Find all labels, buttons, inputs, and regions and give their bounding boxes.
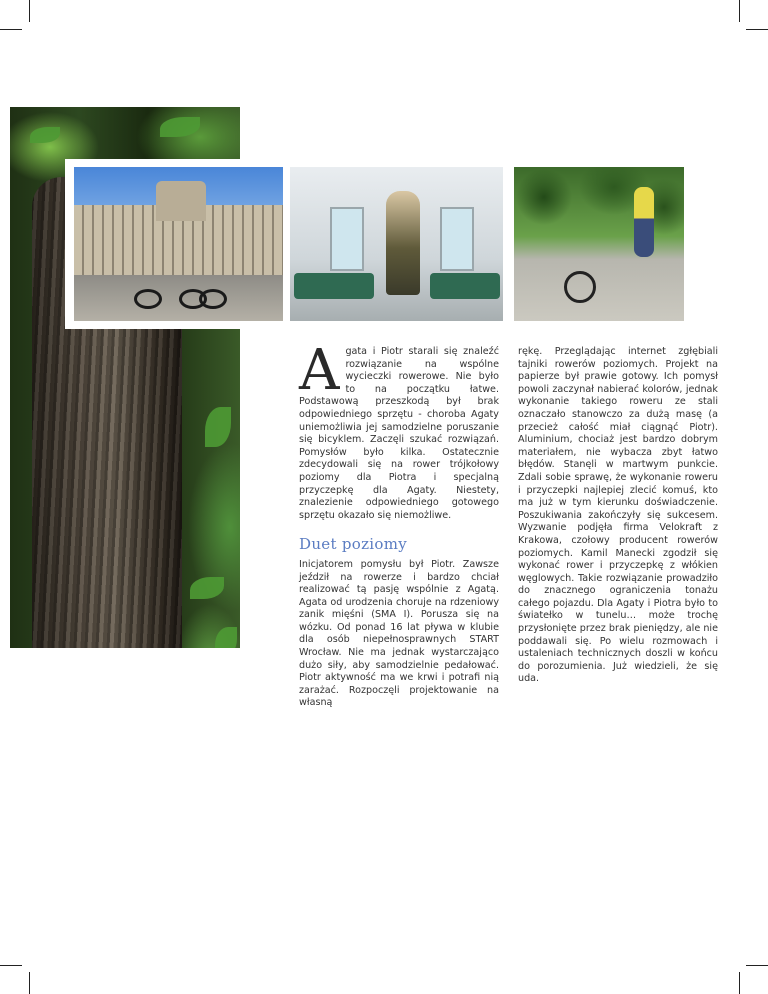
intro-text: gata i Piotr starali się znaleźć rozwiązanie na wspólne wycieczki rowerowe. Nie było to na początku łatwe. Podstawową przeszkodą był brak odpowiedniego sprzętu - choroba Agaty uniemożliwia jej samodzielne poruszanie się bicyklem. Zaczęli szukać rozwiązań. Pomysłów było kilka. Ostatecznie zdecydowali się na rower trójkołowy poziomy dla Piotra i specjalną przyczepkę dla Agaty. Niestety, znalezienie odpowiedniego gotowego sprzętu okazało się niemożliwe.: [299, 346, 499, 521]
leaf: [215, 627, 237, 648]
article-column-1: [299, 338, 499, 710]
section-heading: Duet poziomy: [299, 535, 408, 554]
photo-hall: [290, 167, 503, 321]
crop-mark: [0, 965, 22, 966]
crop-mark: [739, 0, 740, 22]
section-paragraph-1: Inicjatorem pomysłu był Piotr. Zawsze jeździł na rowerze i bardzo chciał realizować tą pasję wspólnie z Agatą. Agata od urodzenia choruje na rdzeniowy zanik mięśni (SMA I). Porusza się na wózku. Od ponad 16 lat pływa w klubie dla osób niepełnosprawnych START Wrocław. Nie ma jednak wystarczająco dużo siły, aby samodzielnie pedałować. Piotr aktywność ma we krwi i potrafi nią zarażać. Rozpoczęli projektowanie na własną: [299, 558, 499, 709]
crop-mark: [746, 965, 768, 966]
crop-mark: [746, 29, 768, 30]
photo-palace-square: [74, 167, 283, 321]
leaf: [205, 407, 231, 447]
crop-mark: [0, 29, 22, 30]
leaf: [30, 127, 60, 143]
section-paragraph-2: rękę. Przeglądając internet zgłębiali tajniki rowerów poziomych. Projekt na papierze był prawie gotowy. Ich pomysł powoli zaczynał nabierać kolorów, jednak wykonanie takiego roweru ze stali oznaczało stanowczo za dużą masę (a przecież całość miał ciągnąć Piotr). Aluminium, chociaż jest bardzo dobrym materiałem, nie wybacza zbyt łatwo błędów. Stanęli w martwym punkcie. Zdali sobie sprawę, że wykonanie roweru i przyczepki najlepiej zlecić komuś, kto ma już w tym kierunku doświadczenie. Poszukiwania zakończyły się sukcesem. Wyzwanie podjęła firma Velokraft z Krakowa, czołowy producent rowerów poziomych. Kamil Manecki zgodził się wykonać rower i przyczepkę z włókien węglowych. Takie rozwiązanie prowadziło do znacznego ograniczenia tonażu całego pojazdu. Dla Agaty i Piotra było to światełko w tunelu… może trochę przysłonięte przez brak pieniędzy, ale nie poddawali się. Po wielu rozmowach i ustaleniach technicznych doszli w końcu do porozumienia. Już wiedzieli, że się uda.: [518, 346, 718, 685]
photo-park: [514, 167, 684, 321]
crop-mark: [29, 972, 30, 994]
drop-cap: A: [299, 338, 340, 403]
photo-strip: [65, 159, 685, 329]
crop-mark: [29, 0, 30, 22]
leaf: [160, 117, 200, 137]
leaf: [190, 577, 224, 599]
article-column-2: [518, 346, 718, 686]
crop-mark: [739, 972, 740, 994]
intro-paragraph: [299, 338, 499, 522]
